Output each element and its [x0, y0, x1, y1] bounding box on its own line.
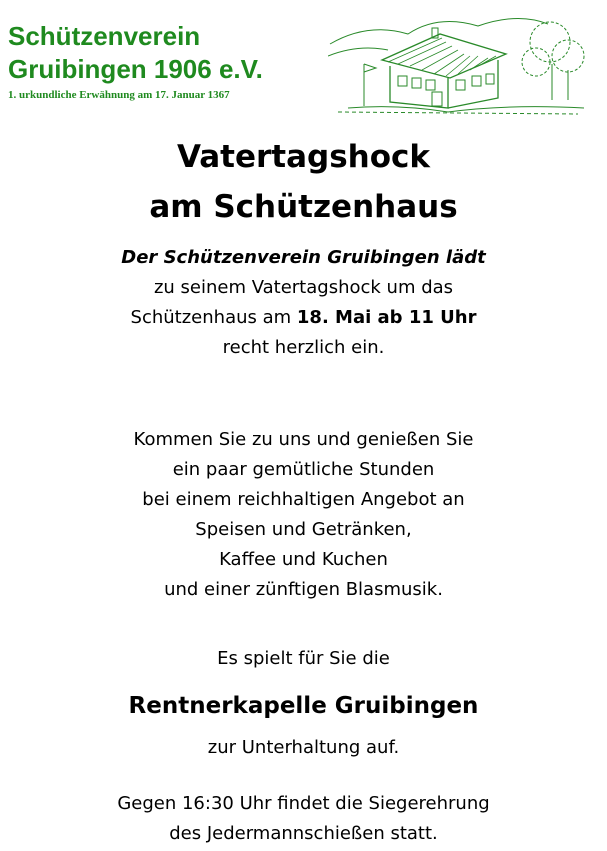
event-title	[0, 132, 607, 232]
intro-line-3-prefix: Schützenhaus am	[130, 307, 297, 328]
invitation-paragraph	[0, 425, 607, 605]
music-follow: zur Unterhaltung auf.	[207, 737, 400, 758]
ceremony-paragraph	[0, 789, 607, 849]
invitation-line: Kaffee und Kuchen	[219, 549, 388, 570]
invitation-line: ein paar gemütliche Stunden	[172, 459, 435, 480]
intro-paragraph	[0, 243, 607, 363]
invitation-line: und einer zünftigen Blasmusik.	[164, 579, 443, 600]
music-lead: Es spielt für Sie die	[217, 648, 390, 669]
ceremony-line-1: Gegen 16:30 Uhr findet die Siegerehrung	[117, 793, 490, 814]
invitation-line: Kommen Sie zu uns und genießen Sie	[133, 429, 474, 450]
club-name-line1: Schützenverein	[8, 21, 201, 51]
first-mention-text: 1. urkundliche Erwähnung am 17. Januar 1367	[8, 89, 230, 101]
intro-line-3	[0, 303, 607, 333]
club-name	[8, 20, 263, 86]
event-date: 18. Mai ab 11 Uhr	[296, 307, 477, 328]
event-title-line1: Vatertagshock	[176, 139, 431, 175]
band-name: Rentnerkapelle Gruibingen	[128, 693, 479, 719]
ceremony-line-2: des Jedermannschießen statt.	[169, 823, 438, 844]
intro-line-4: recht herzlich ein.	[222, 337, 385, 358]
invitation-line: Speisen und Getränken,	[195, 519, 412, 540]
invitation-line: bei einem reichhaltigen Angebot an	[142, 489, 465, 510]
schuetzenhaus-drawing-icon	[328, 4, 586, 116]
event-title-line2: am Schützenhaus	[149, 189, 458, 225]
intro-line-1: Der Schützenverein Gruibingen lädt	[121, 247, 486, 268]
intro-line-2: zu seinem Vatertagshock um das	[153, 277, 454, 298]
club-name-line2: Gruibingen 1906 e.V.	[8, 54, 263, 84]
